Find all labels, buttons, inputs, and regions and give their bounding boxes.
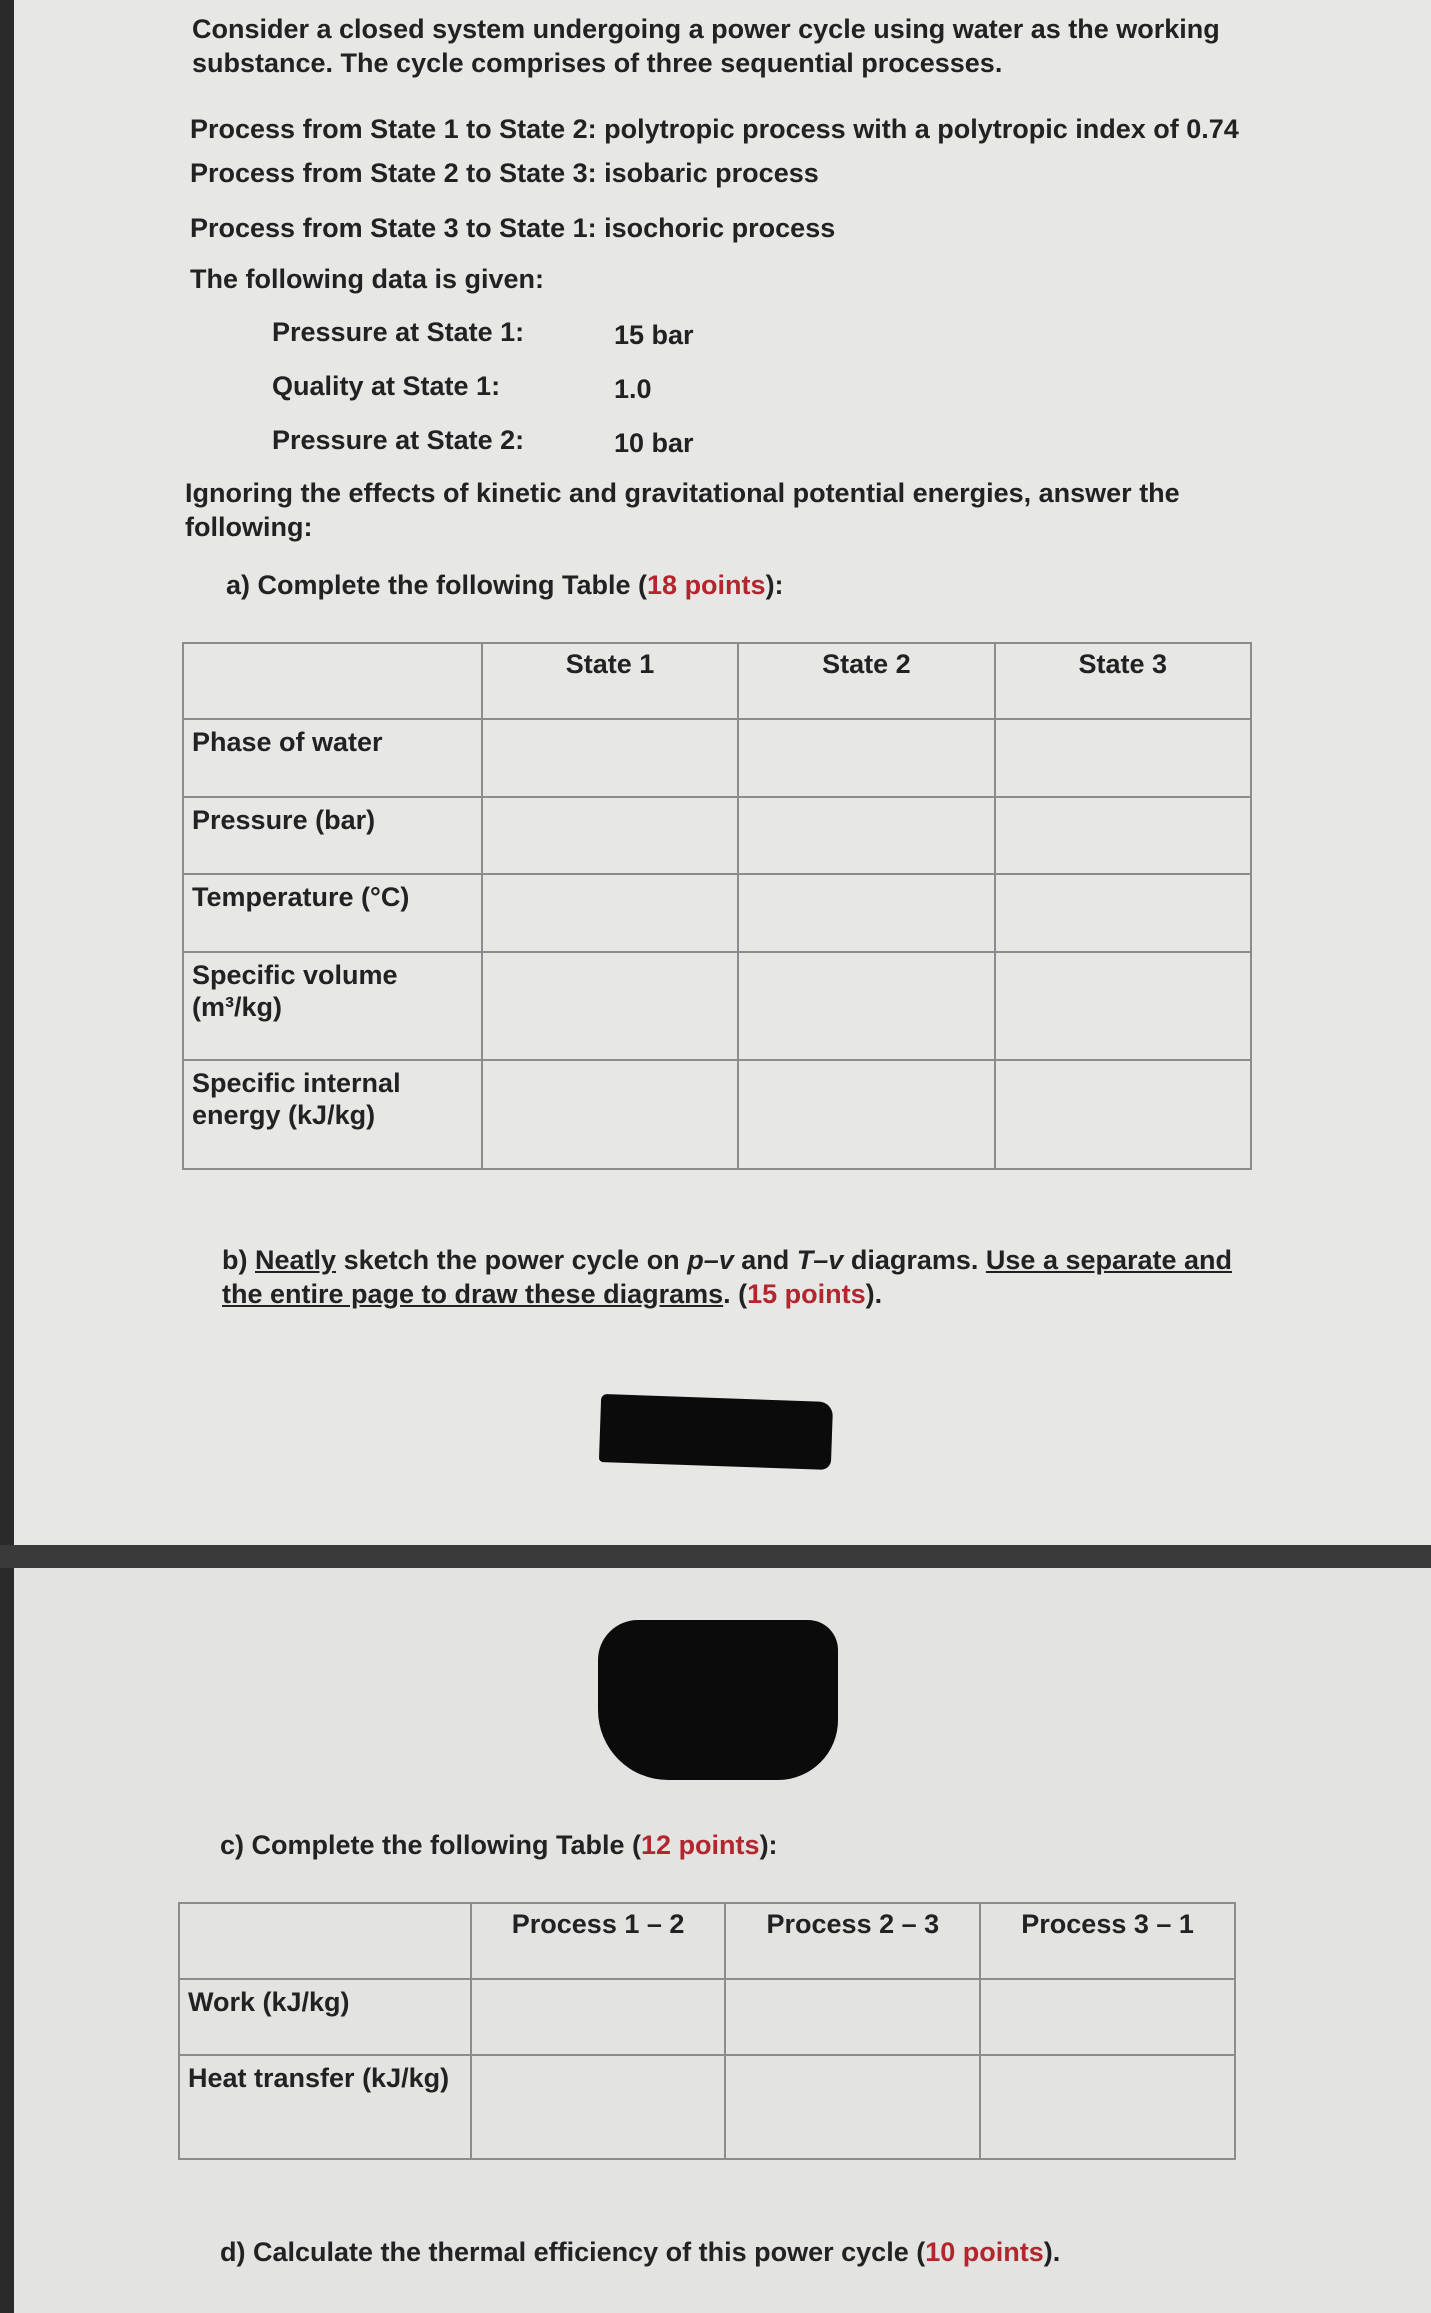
part-c-text: Complete the following Table (: [251, 1830, 642, 1860]
table-a-cell-energy-state3[interactable]: [995, 1060, 1251, 1169]
part-b-pv: p–v: [687, 1245, 734, 1275]
process-2-3: Process from State 2 to State 3: isobaric process: [190, 158, 819, 188]
part-a-points: 18 points: [647, 570, 766, 600]
table-a-row-label-specific-volume: Specific volume (m³/kg): [183, 952, 482, 1061]
part-c-suffix: ):: [759, 1830, 778, 1860]
table-a-header-state2: State 2: [738, 643, 994, 719]
table-c-header-process12: Process 1 – 2: [471, 1903, 726, 1979]
given-value-p2: 10 bar: [614, 428, 694, 458]
table-c-cell-work-process12[interactable]: [471, 1979, 726, 2055]
table-a-row-label-internal-energy: Specific internal energy (kJ/kg): [183, 1060, 482, 1169]
part-d-text: Calculate the thermal efficiency of this power cycle (: [253, 2237, 926, 2267]
part-c-question: [220, 1828, 778, 1862]
table-a-cell-volume-state2[interactable]: [738, 952, 994, 1061]
table-a-cell-energy-state2[interactable]: [738, 1060, 994, 1169]
process-3-1: Process from State 3 to State 1: isochoric process: [190, 213, 836, 243]
ignoring-statement: Ignoring the effects of kinetic and gravitational potential energies, answer the following:: [185, 478, 1180, 542]
part-b-neatly: Neatly: [255, 1245, 337, 1275]
given-label-x1: Quality at State 1:: [272, 371, 501, 401]
table-c-row-label-heat: Heat transfer (kJ/kg): [179, 2055, 471, 2159]
given-label-p1: Pressure at State 1:: [272, 317, 525, 347]
part-a-question: [226, 568, 784, 602]
part-b-prefix: b): [222, 1245, 248, 1275]
part-b-suffix: ).: [865, 1279, 883, 1309]
problem-intro: Consider a closed system undergoing a power cycle using water as the working substance. The cycle comprises of three sequential processes.: [192, 14, 1220, 78]
page-divider: [0, 1545, 1431, 1568]
table-c-cell-work-process23[interactable]: [725, 1979, 980, 2055]
given-value-p1: 15 bar: [614, 320, 694, 350]
part-a-prefix: a): [226, 570, 251, 600]
table-a-cell-phase-state3[interactable]: [995, 719, 1251, 796]
table-a-cell-phase-state1[interactable]: [482, 719, 738, 796]
table-a-cell-temperature-state1[interactable]: [482, 874, 738, 951]
part-b-underlined: Use a separate and the entire page to draw these diagrams: [222, 1245, 1233, 1309]
table-a-cell-temperature-state2[interactable]: [738, 874, 994, 951]
part-b-text2: diagrams.: [850, 1245, 979, 1275]
part-b-question: b) Neatly sketch the power cycle on p–v and T–v diagrams. Use a separate and the entire page to draw these diagrams. (15 points).: [222, 1245, 1233, 1309]
part-b-text1: sketch the power cycle on: [343, 1245, 680, 1275]
table-c-header-process31: Process 3 – 1: [980, 1903, 1235, 1979]
process-1-2: Process from State 1 to State 2: polytropic process with a polytropic index of 0.74: [190, 114, 1239, 144]
part-d-points: 10 points: [925, 2237, 1044, 2267]
table-a-header-state3: State 3: [995, 643, 1251, 719]
part-a-suffix: ):: [765, 570, 784, 600]
table-c-cell-heat-process12[interactable]: [471, 2055, 726, 2159]
part-d-prefix: d): [220, 2237, 246, 2267]
table-a-corner: [183, 643, 482, 719]
table-a-cell-energy-state1[interactable]: [482, 1060, 738, 1169]
table-a-cell-phase-state2[interactable]: [738, 719, 994, 796]
process-energy-table: [178, 1902, 1236, 2160]
table-a-cell-pressure-state2[interactable]: [738, 797, 994, 874]
given-value-x1: 1.0: [614, 374, 652, 404]
table-a-row-label-phase: Phase of water: [183, 719, 482, 796]
table-c-row-label-work: Work (kJ/kg): [179, 1979, 471, 2055]
table-a-cell-volume-state3[interactable]: [995, 952, 1251, 1061]
part-b-tv: T–v: [796, 1245, 844, 1275]
redaction-mark-2: [598, 1620, 838, 1780]
table-a-cell-temperature-state3[interactable]: [995, 874, 1251, 951]
table-c-corner: [179, 1903, 471, 1979]
part-d-suffix: ).: [1043, 2237, 1061, 2267]
photo-edge: [0, 0, 14, 2313]
state-properties-table: [182, 642, 1252, 1170]
part-c-points: 12 points: [641, 1830, 760, 1860]
table-c-header-process23: Process 2 – 3: [725, 1903, 980, 1979]
table-c-cell-heat-process23[interactable]: [725, 2055, 980, 2159]
table-a-cell-pressure-state3[interactable]: [995, 797, 1251, 874]
table-a-row-label-pressure: Pressure (bar): [183, 797, 482, 874]
given-label-p2: Pressure at State 2:: [272, 425, 525, 455]
part-b-points: 15 points: [747, 1279, 866, 1309]
table-a-cell-volume-state1[interactable]: [482, 952, 738, 1061]
redaction-mark-1: [599, 1394, 833, 1470]
part-b-and: and: [741, 1245, 790, 1275]
table-a-header-state1: State 1: [482, 643, 738, 719]
part-a-text: Complete the following Table (: [257, 570, 648, 600]
table-c-cell-heat-process31[interactable]: [980, 2055, 1235, 2159]
part-d-question: [220, 2235, 1060, 2269]
table-a-row-label-temperature: Temperature (°C): [183, 874, 482, 951]
table-a-cell-pressure-state1[interactable]: [482, 797, 738, 874]
given-heading: The following data is given:: [190, 264, 545, 294]
table-c-cell-work-process31[interactable]: [980, 1979, 1235, 2055]
part-c-prefix: c): [220, 1830, 245, 1860]
